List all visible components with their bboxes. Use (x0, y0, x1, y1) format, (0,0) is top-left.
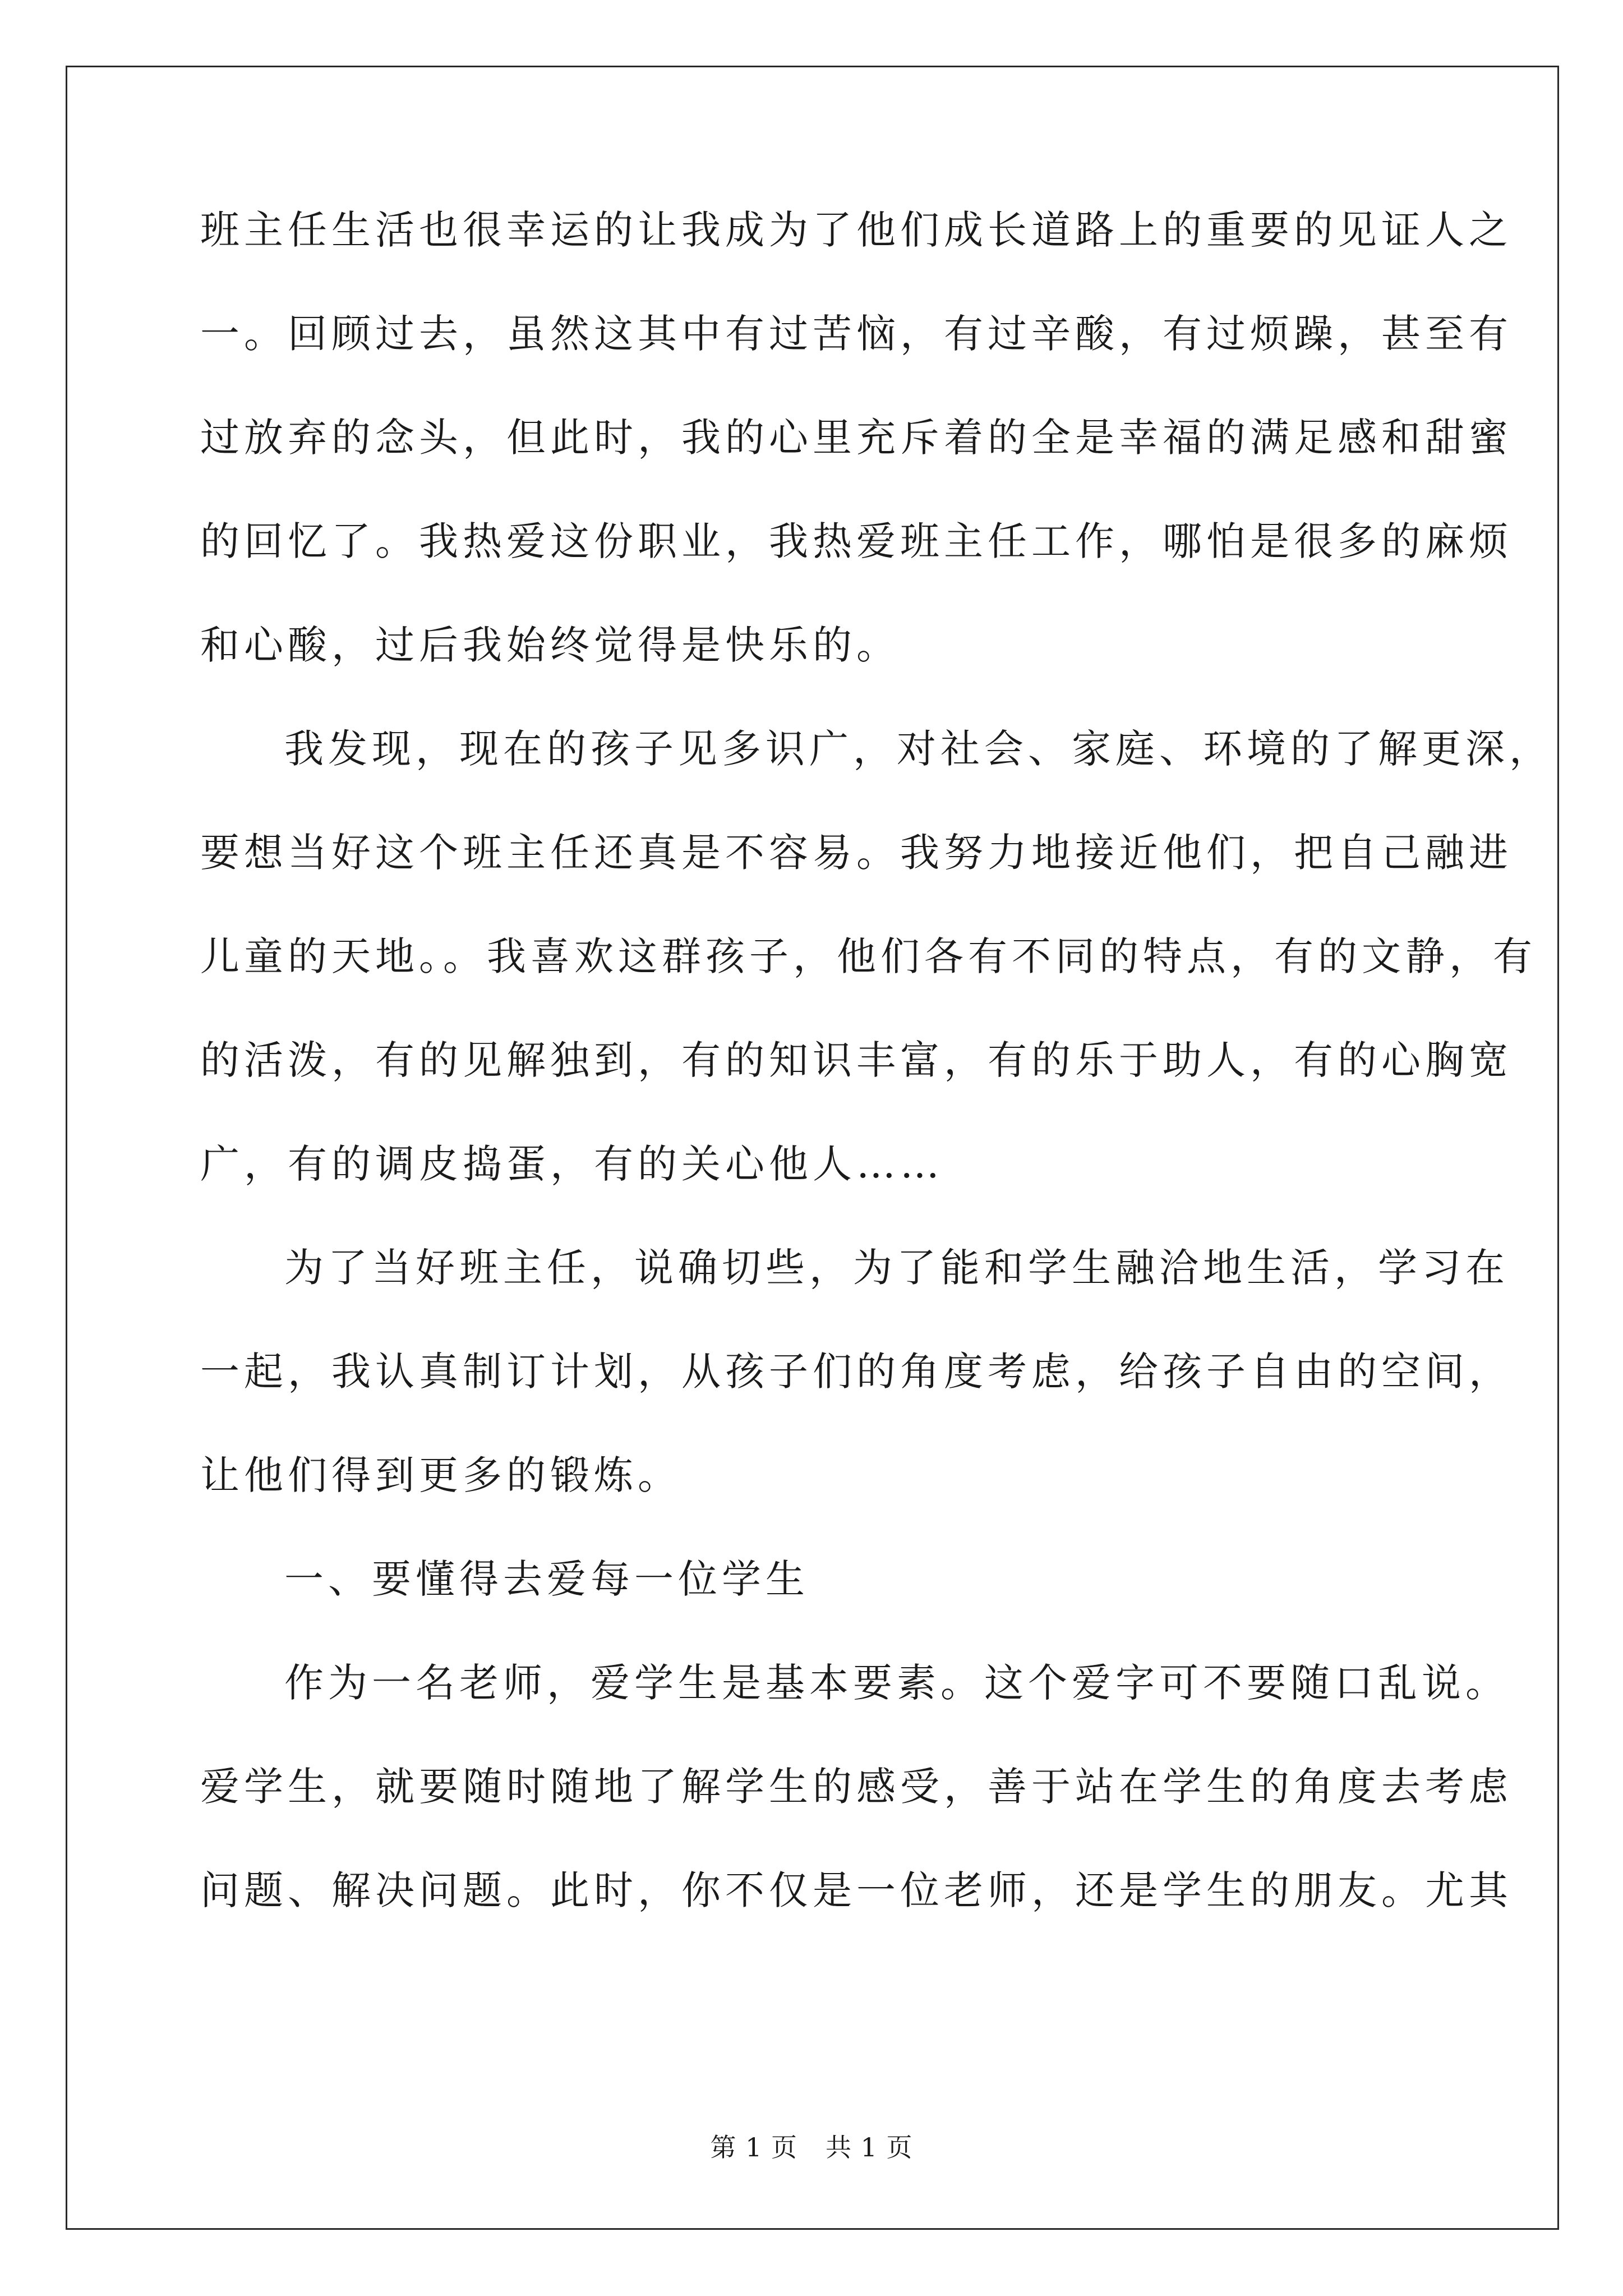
text-line: 我发现，现在的孩子见多识广，对社会、家庭、环境的了解更深， (284, 726, 1553, 772)
page-number: 第 1 页 (710, 2132, 797, 2162)
text-line: 为了当好班主任，说确切些，为了能和学生融洽地生活，学习在 (284, 1245, 1509, 1291)
text-line: 一起，我认真制订计划，从孩子们的角度考虑，给孩子自由的空间， (200, 1349, 1513, 1395)
text-line: 广，有的调皮捣蛋，有的关心他人…… (200, 1141, 944, 1187)
text-line: 一。回顾过去，虽然这其中有过苦恼，有过辛酸，有过烦躁，甚至有 (200, 311, 1513, 357)
text-line: 和心酸，过后我始终觉得是快乐的。 (200, 622, 900, 668)
text-line: 爱学生，就要随时随地了解学生的感受，善于站在学生的角度去考虑 (200, 1764, 1513, 1810)
text-line: 的活泼，有的见解独到，有的知识丰富，有的乐于助人，有的心胸宽 (200, 1037, 1513, 1083)
text-line: 要想当好这个班主任还真是不容易。我努力地接近他们，把自己融进 (200, 830, 1513, 876)
text-line: 让他们得到更多的锻炼。 (200, 1452, 681, 1498)
text-line: 班主任生活也很幸运的让我成为了他们成长道路上的重要的见证人之 (200, 207, 1513, 253)
page-footer (0, 2134, 1623, 2160)
document-body (200, 207, 1553, 1975)
text-line: 儿童的天地。。我喜欢这群孩子，他们各有不同的特点，有的文静，有 (200, 933, 1537, 979)
text-line: 一、要懂得去爱每一位学生 (284, 1556, 809, 1602)
text-line: 过放弃的念头，但此时，我的心里充斥着的全是幸福的满足感和甜蜜 (200, 415, 1513, 461)
text-line: 问题、解决问题。此时，你不仅是一位老师，还是学生的朋友。尤其 (200, 1867, 1513, 1913)
text-line: 作为一名老师，爱学生是基本要素。这个爱字可不要随口乱说。 (284, 1660, 1509, 1706)
text-line: 的回忆了。我热爱这份职业，我热爱班主任工作，哪怕是很多的麻烦 (200, 518, 1513, 564)
page-total: 共 1 页 (826, 2132, 913, 2162)
